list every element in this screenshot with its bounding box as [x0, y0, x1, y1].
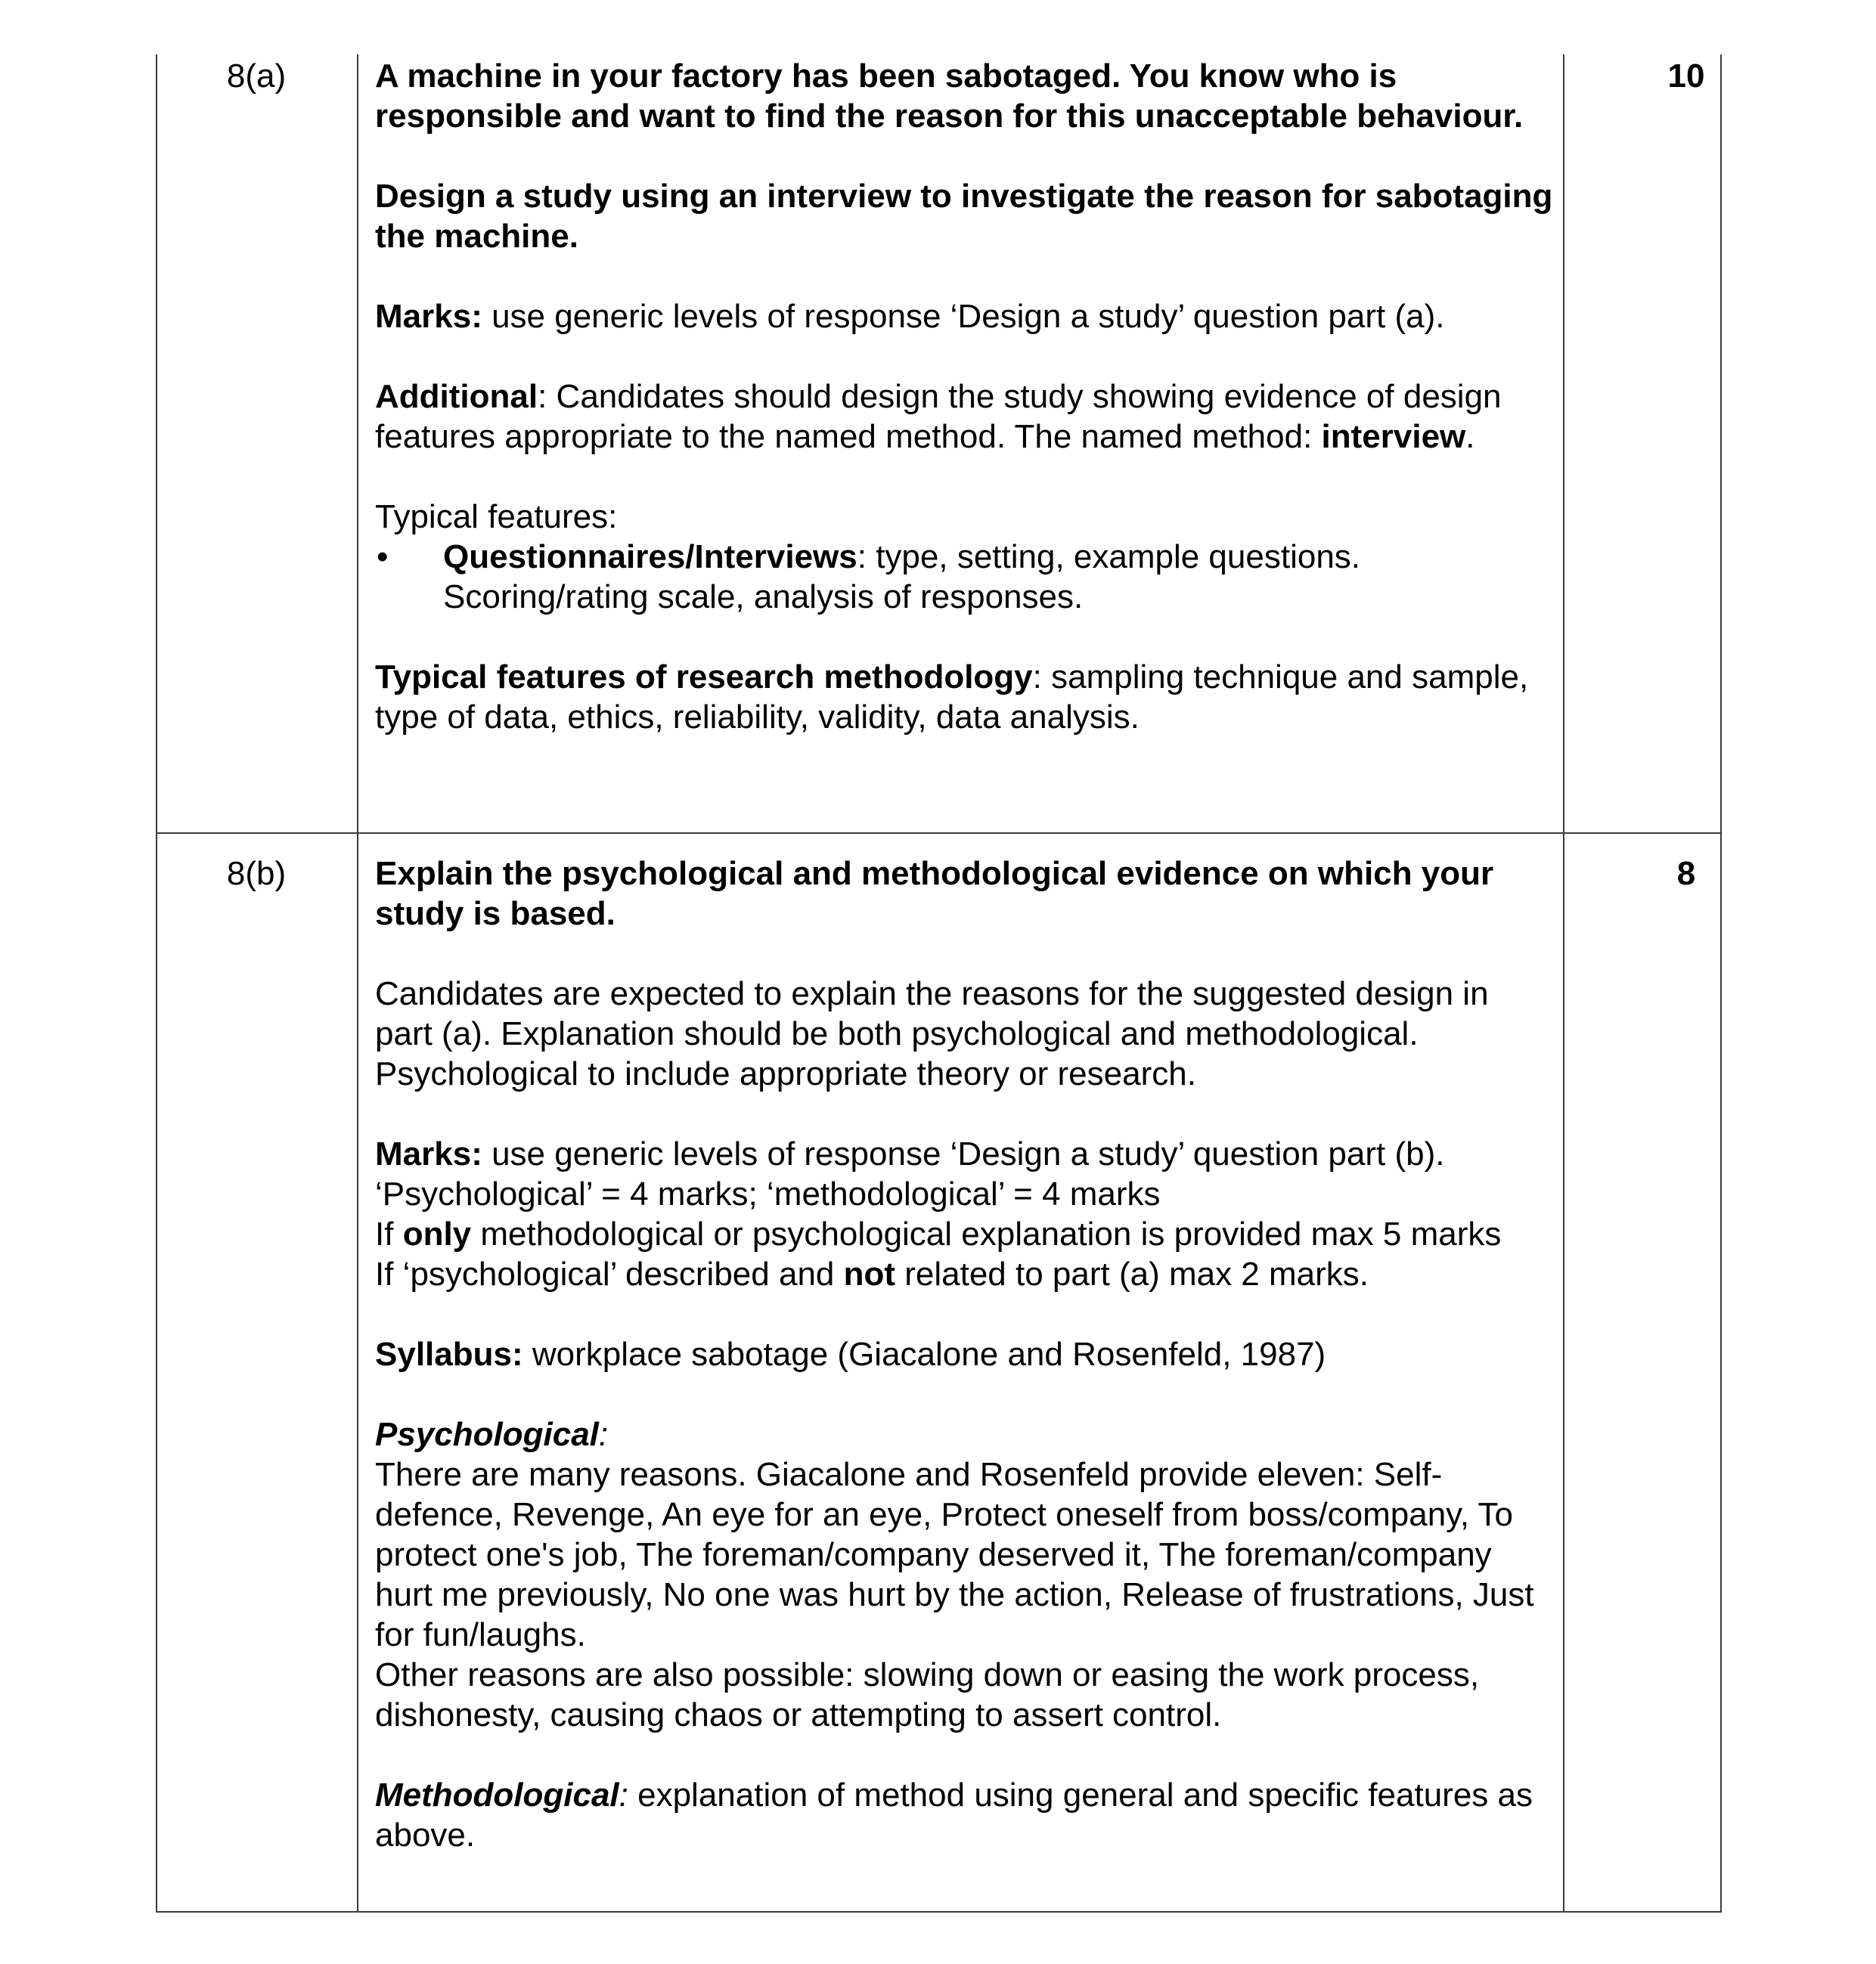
question-8b-syllabus: [375, 1334, 1555, 1374]
question-8a-marks-guidance: [375, 296, 1555, 336]
methodology-label: Typical features of research methodology: [375, 658, 1033, 695]
marks-text: use generic levels of response ‘Design a study’ question part (a).: [482, 298, 1445, 335]
other-reasons: Other reasons are also possible: slowing down or easing the work process, dishonesty, causing chaos or attempting to assert control.: [375, 1656, 1480, 1733]
typical-features-label: Typical features:: [375, 498, 618, 535]
psychological-colon: :: [598, 1416, 609, 1453]
question-8a-prompt: A machine in your factory has been sabotaged. You know who is responsible and want to find the reason for this unacceptable behaviour.: [375, 57, 1524, 135]
methodological-label: Methodological: [375, 1777, 619, 1814]
additional-label: Additional: [375, 378, 538, 415]
syllabus-label: Syllabus:: [375, 1336, 523, 1373]
question-8b-expectation: Candidates are expected to explain the reasons for the suggested design in part (a). Explanation should be both psychological and methodological. Psychological to include appropriate theory or research.: [375, 975, 1489, 1092]
marks-text: use generic levels of response ‘Design a study’ question part (b).: [482, 1135, 1445, 1173]
only-pre: If: [375, 1216, 403, 1253]
table-bottom-border: [156, 1911, 1722, 1913]
syllabus-text: workplace sabotage (Giacalone and Rosenfeld, 1987): [522, 1336, 1326, 1373]
additional-text: : Candidates should design the study showing evidence of design features appropriate to the named method. The named method:: [375, 378, 1502, 455]
bullet-detail: : type, setting, example questions. Scoring/rating scale, analysis of responses.: [443, 538, 1361, 615]
named-method: interview: [1321, 418, 1466, 455]
psychological-label: Psychological: [375, 1416, 599, 1453]
question-8b-marks-guidance: [375, 1134, 1555, 1294]
methodology-text: : sampling technique and sample, type of data, ethics, reliability, validity, data analysis.: [375, 658, 1529, 736]
question-8a-content: [375, 56, 1555, 737]
methodological-colon: :: [619, 1777, 628, 1814]
named-method-end: .: [1465, 418, 1475, 455]
question-8a-task: Design a study using an interview to investigate the reason for sabotaging the machine.: [375, 178, 1553, 255]
marks-label: Marks:: [375, 298, 482, 335]
only-post: methodological or psychological explanation is provided max 5 marks: [471, 1216, 1502, 1253]
row-divider: [156, 832, 1722, 834]
not-word: not: [843, 1256, 896, 1293]
marks-8a: 10: [1667, 57, 1705, 94]
question-8a-methodology: [375, 657, 1555, 737]
bullet-label: Questionnaires/Interviews: [443, 538, 857, 575]
methodological-text: explanation of method using general and specific features as above.: [375, 1777, 1533, 1854]
list-item: [375, 537, 1555, 617]
table-right-border: [1720, 54, 1722, 1913]
psychological-heading: [375, 1414, 1555, 1454]
bullet-icon: •: [377, 538, 389, 575]
question-8b-prompt: Explain the psychological and methodological evidence on which your study is based.: [375, 855, 1494, 932]
not-post: related to part (a) max 2 marks.: [895, 1256, 1369, 1293]
question-number-8b: 8(b): [226, 855, 287, 892]
not-pre: If ‘psychological’ described and: [375, 1256, 844, 1293]
question-8b-psychological: [375, 1414, 1555, 1735]
question-8a-additional: [375, 376, 1555, 457]
marks-not-rule: [375, 1254, 1555, 1294]
marks-line: [375, 1134, 1555, 1174]
marks-split: ‘Psychological’ = 4 marks; ‘methodological’ = 4 marks: [375, 1176, 1161, 1213]
only-word: only: [402, 1216, 472, 1253]
marks-only-rule: [375, 1214, 1555, 1254]
column-divider-marks: [1563, 54, 1564, 1913]
question-8b-methodological: [375, 1775, 1555, 1855]
psychological-text: There are many reasons. Giacalone and Rosenfeld provide eleven: Self-defence, Revenge, An eye for an eye, Protect oneself from boss/company, To protect one's job, The foreman/company deserved it, The foreman/company hurt me previously, No one was hurt by the action, Release of frustrations, Just for fun/laughs.: [375, 1456, 1534, 1653]
bullet-text: [443, 537, 1555, 617]
table-left-border: [156, 54, 157, 1913]
column-divider-question: [357, 54, 358, 1913]
question-8b-content: [375, 853, 1555, 1855]
question-number-8a: 8(a): [226, 57, 287, 94]
marks-label: Marks:: [375, 1135, 482, 1173]
marks-8b: 8: [1676, 855, 1696, 892]
